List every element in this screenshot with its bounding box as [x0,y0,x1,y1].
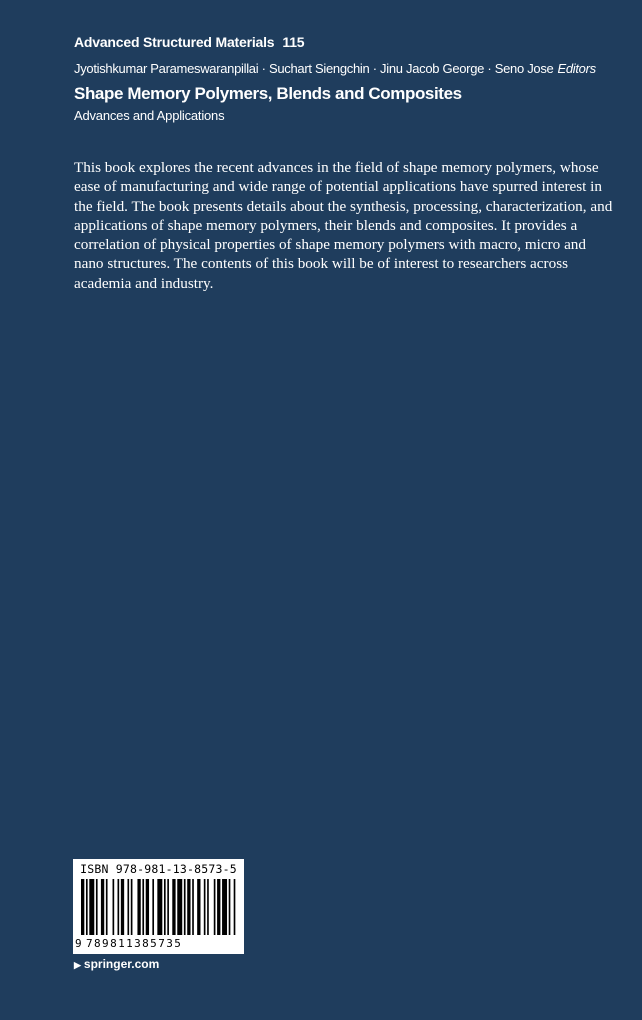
series-volume: 115 [282,34,305,50]
isbn-label: ISBN 978-981-13-8573-5 [80,862,237,876]
editors-role: Editors [557,61,596,76]
barcode-lead-digit: 9 [75,937,82,950]
isbn-barcode [73,859,244,954]
series-line [74,34,304,50]
editor-names: Jyotishkumar Parameswaranpillai · Suchart Siengchin · Jinu Jacob George · Seno Jose [74,61,554,76]
editors-line [74,61,596,76]
book-description: This book explores the recent advances in the field of shape memory polymers, whose ease of manufacturing and wide range of potential applications have spurred interest in the field. The book presents details about the synthesis, processing, characterization, and applications of shape memory polymers, their blends and composites. It provides a correlation of physical properties of shape memory polymers with macro, micro and nano structures. The contents of this book will be of interest to researchers across academia and industry. [74,159,613,292]
barcode-digits: 789811385735 [86,937,183,950]
book-subtitle: Advances and Applications [74,108,225,123]
barcode-bars [81,879,237,937]
book-title: Shape Memory Polymers, Blends and Composites [74,84,462,103]
triangle-right-icon: ▶ [74,960,81,970]
publisher-url: springer.com [83,957,160,971]
series-name: Advanced Structured Materials [74,34,275,50]
publisher-link[interactable] [74,957,159,971]
